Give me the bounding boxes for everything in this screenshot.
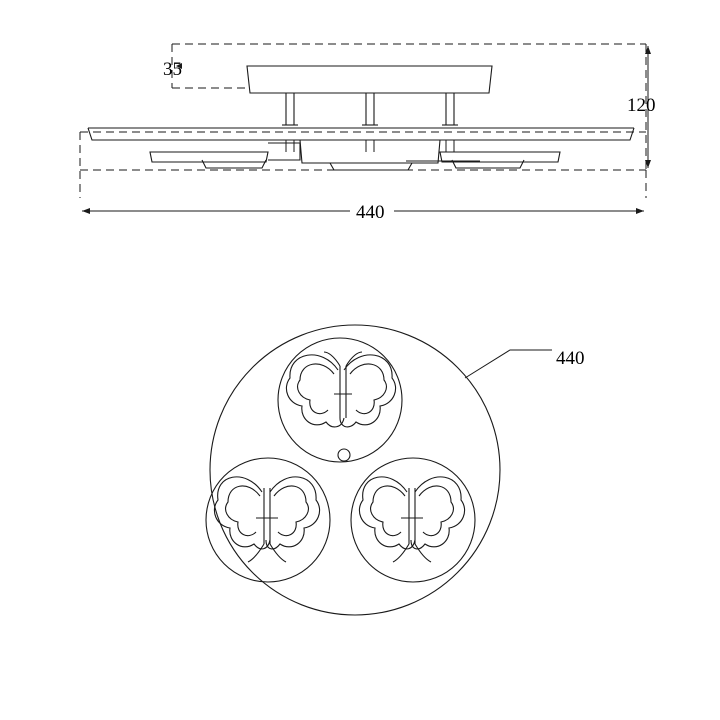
band-profile [88,128,634,140]
arrow-440-right [636,208,644,214]
butterfly-shade-top [286,352,395,427]
canopy-outline [247,66,492,93]
canopy-body [247,66,492,93]
butterfly-left-wing-right-inner [274,486,308,536]
stem-center [366,93,374,125]
dimension-label-120: 120 [627,95,656,116]
shade-profile-left-inner [268,143,300,160]
butterfly-top-wing-left-inner [298,364,334,414]
butterfly-right-wing-left-outer [359,477,415,549]
butterfly-top-wing-right-outer [340,355,396,427]
butterfly-right-wing-left-inner [371,486,405,536]
dimension-label-440-elevation: 440 [356,202,385,223]
butterfly-right-wing-right-outer [411,477,465,549]
elevation-detail-marks [286,140,480,161]
shade-profile-center [300,140,440,163]
butterfly-left-wing-right-outer [266,477,320,549]
butterfly-top-body [340,366,346,418]
stem-right [446,93,454,125]
arrow-440-left [82,208,90,214]
shade-lip-left [202,160,266,168]
butterfly-left-wing-left-outer [214,477,270,549]
plan-shade-circle-left [206,458,330,582]
dimension-label-35: 35 [163,59,182,80]
butterfly-top-wing-left-outer [286,355,344,427]
shade-lip-center [330,163,412,170]
plan-center-mount [338,449,350,461]
dimension-label-440-plan: 440 [556,348,585,369]
detail-mark-3 [366,140,374,152]
butterfly-left-body [264,488,270,544]
plan-leader-line [465,350,552,378]
shade-profile-left [150,152,268,162]
detail-mark-4 [446,140,454,152]
lamp-stems [282,93,458,125]
butterfly-shade-right [359,477,464,562]
butterfly-right-body [409,488,415,544]
shade-profiles [150,140,560,170]
plan-view [206,325,552,615]
stem-left [286,93,294,125]
butterfly-right-wing-right-inner [419,486,453,536]
leader-440 [465,350,552,378]
upper-shade-band [88,128,634,140]
detail-mark-2 [286,140,294,152]
butterfly-shade-left [214,477,319,562]
plan-shade-circle-right [351,458,475,582]
butterfly-left-wing-left-inner [226,486,260,536]
